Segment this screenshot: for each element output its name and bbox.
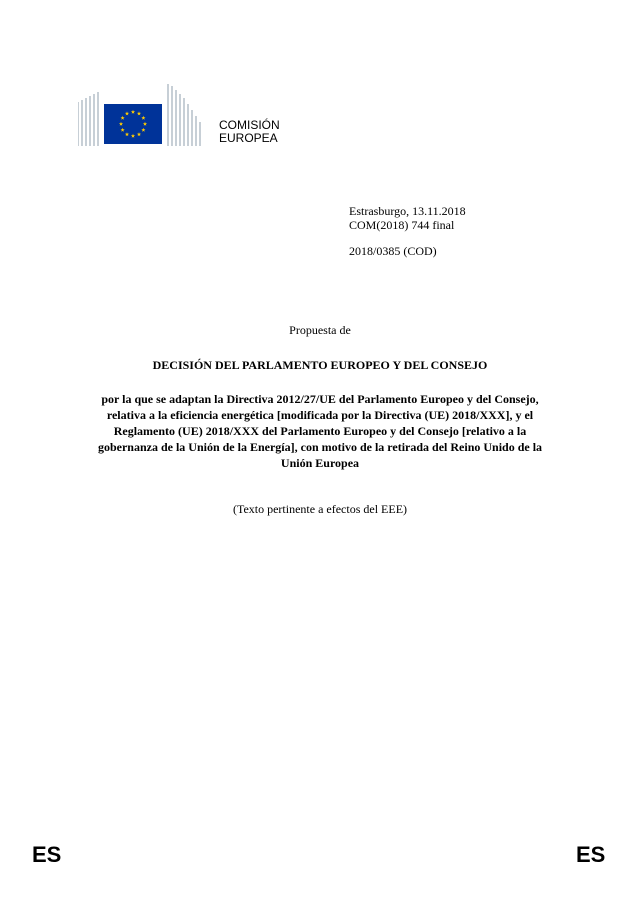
language-code-right: ES [576,842,606,867]
document-metadata [349,204,466,258]
subject-line: relativa a la eficiencia energética [modificada por la Directiva (UE) 2018/XXX], y el [106,408,534,422]
place-date: Estrasburgo, 13.11.2018 [349,204,466,218]
subject-line: gobernanza de la Unión de la Energía], con motivo de la retirada del Reino Unido de la [97,440,543,454]
org-line-1: COMISIÓN [219,118,280,132]
org-line-2: EUROPEA [219,131,278,145]
document-subject [80,391,560,471]
procedure-number: 2018/0385 (COD) [349,244,437,258]
subject-line: Reglamento (UE) 2018/XXX del Parlamento Europeo y del Consejo [relativo a la [113,424,527,438]
subject-line: Unión Europea [280,456,360,470]
proposal-intro: Propuesta de [289,323,351,337]
eee-relevance-note: (Texto pertinente a efectos del EEE) [232,502,408,516]
document-title: DECISIÓN DEL PARLAMENTO EUROPEO Y DEL CONSEJO [152,358,488,372]
organization-name [219,119,280,145]
com-reference: COM(2018) 744 final [349,218,455,232]
subject-line: por la que se adaptan la Directiva 2012/27/UE del Parlamento Europeo y del Consejo, [101,392,539,406]
language-code-left: ES [32,842,62,867]
european-commission-logo-icon [78,80,218,148]
